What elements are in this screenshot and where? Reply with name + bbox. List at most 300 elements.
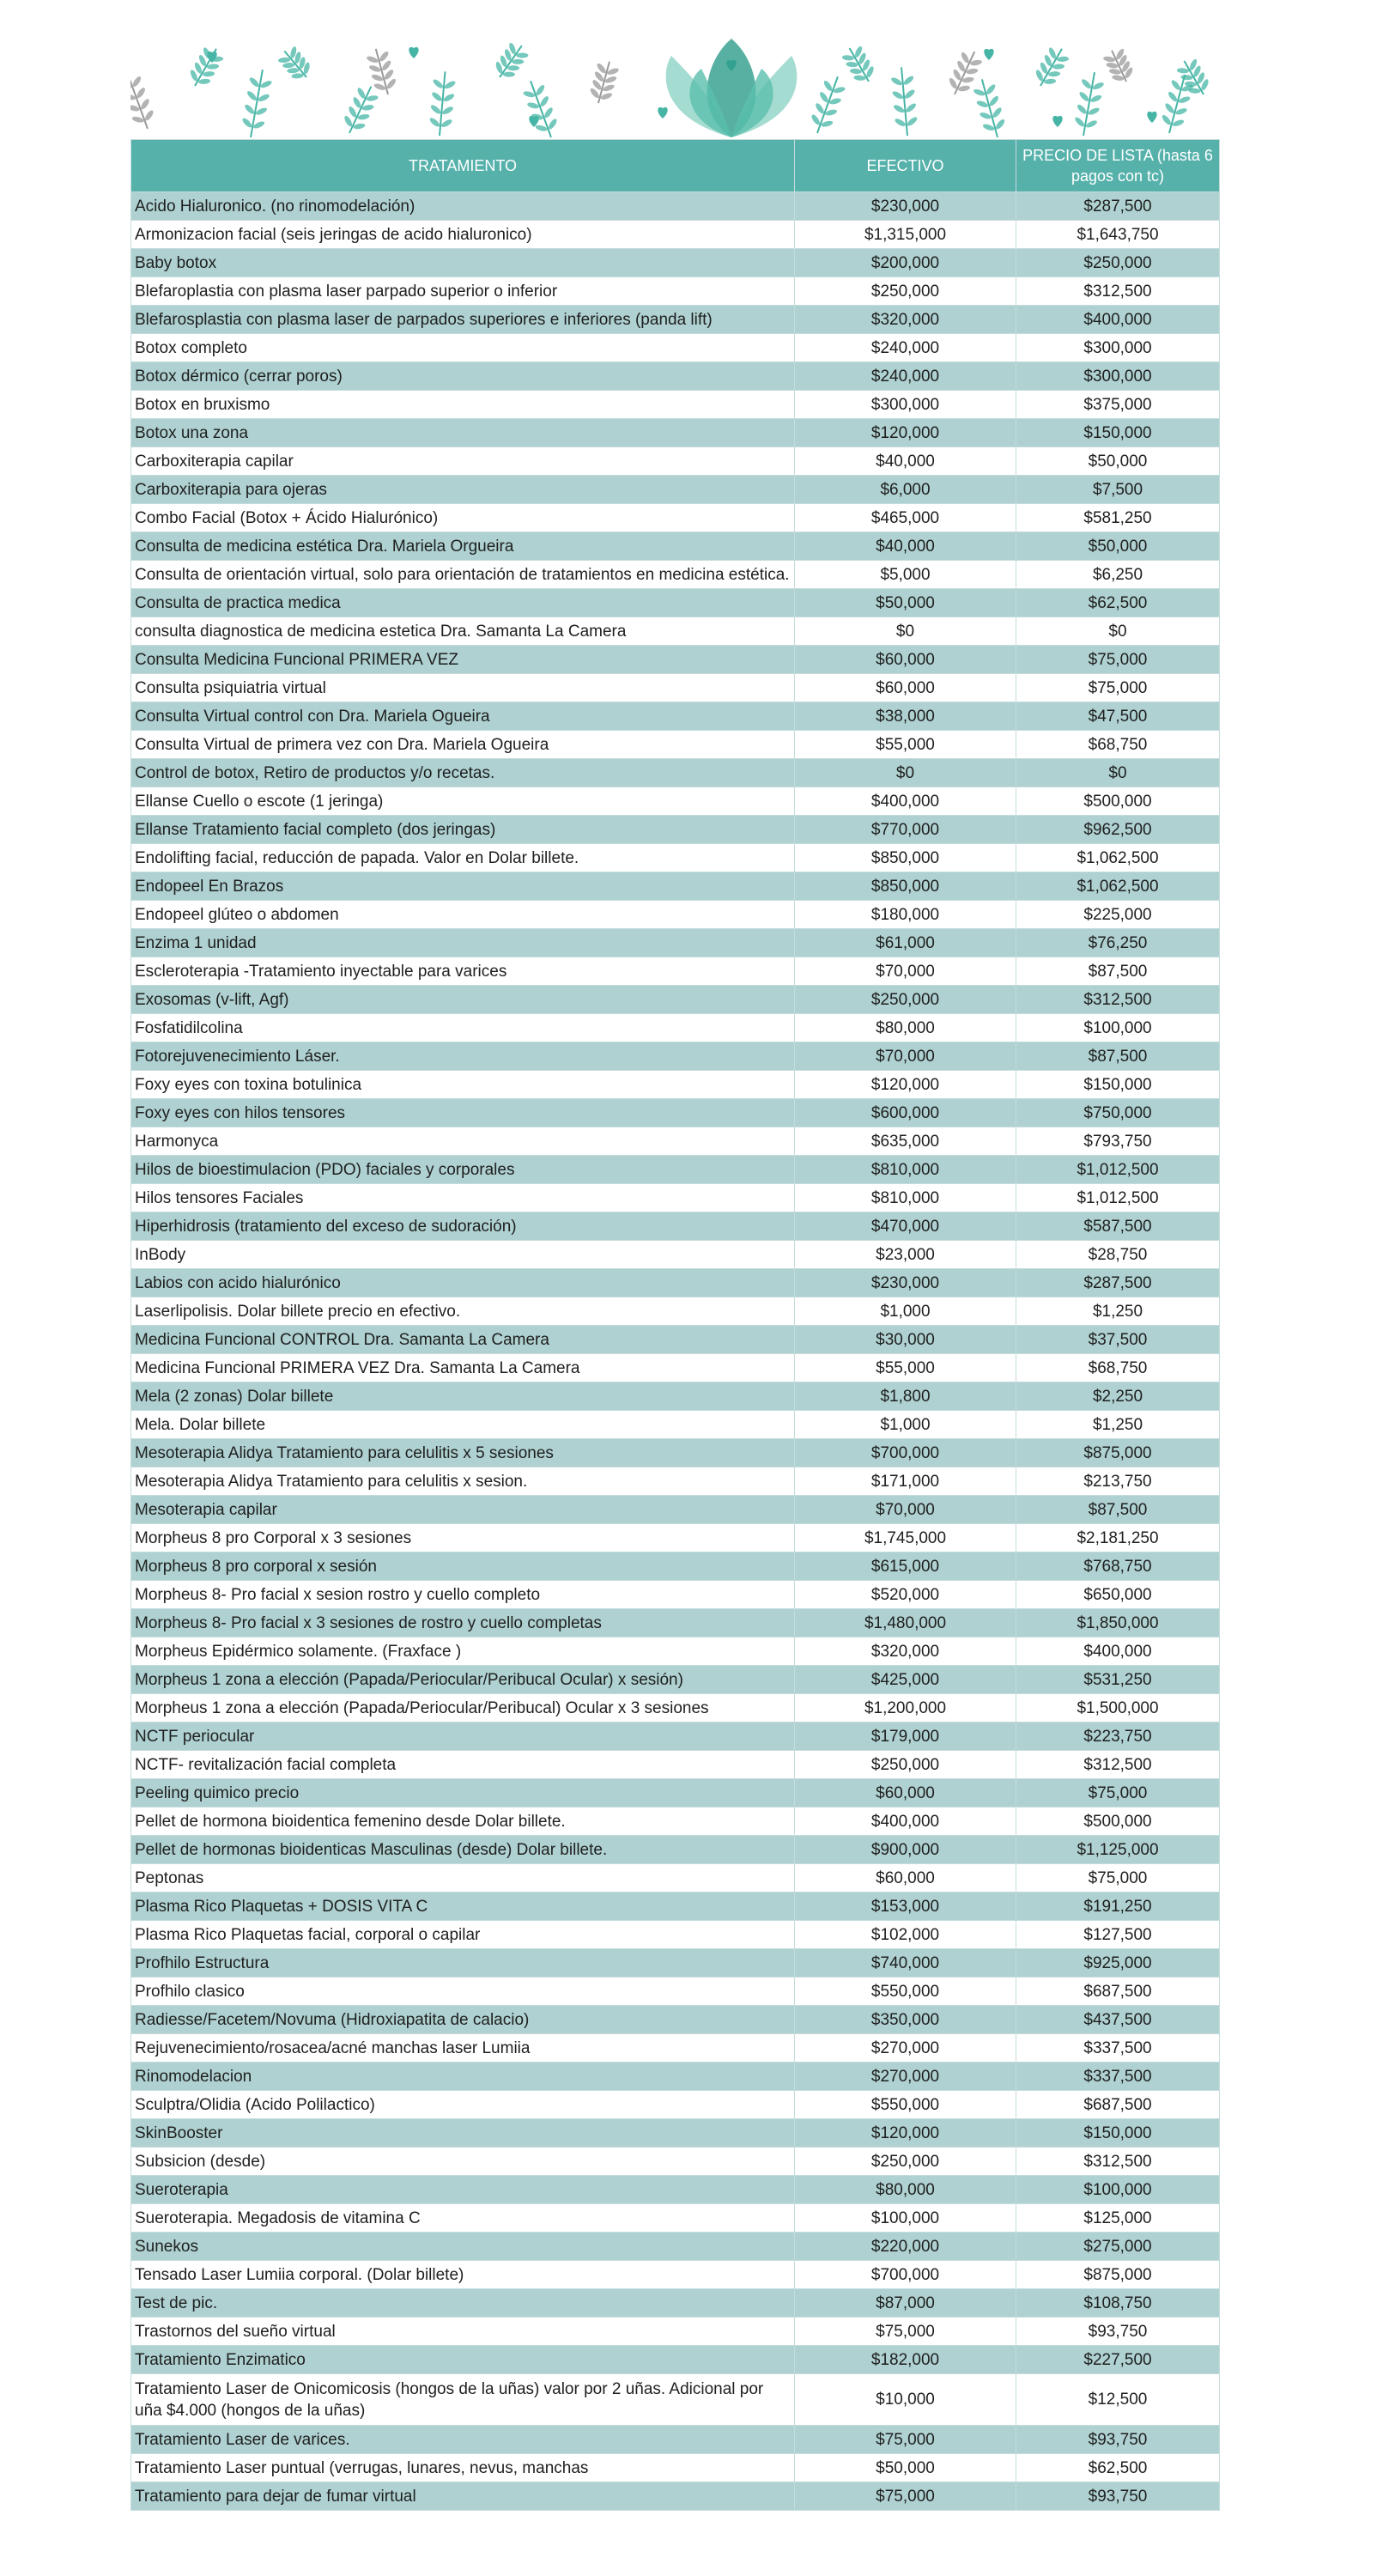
table-row [131,1836,1220,1864]
list-price-cell: $1,012,500 [1016,1184,1220,1212]
list-price-cell: $62,500 [1016,589,1220,617]
efectivo-price-cell: $230,000 [795,1269,1016,1297]
treatment-name-cell: InBody [131,1241,795,1269]
efectivo-price-cell: $740,000 [795,1949,1016,1978]
table-row [131,1127,1220,1156]
leaf-icon [1071,70,1107,138]
table-row [131,2374,1220,2426]
list-price-cell: $375,000 [1016,391,1220,419]
table-row [131,476,1220,504]
treatment-name-cell: Laserlipolisis. Dolar billete precio en efectivo. [131,1297,795,1326]
efectivo-price-cell: $465,000 [795,504,1016,532]
treatment-name-cell: Consulta de orientación virtual, solo para orientación de tratamientos en medicina estética. [131,561,795,589]
list-price-cell: $1,850,000 [1016,1609,1220,1637]
list-price-cell: $500,000 [1016,787,1220,816]
list-price-cell: $2,181,250 [1016,1524,1220,1552]
treatment-name-cell: Harmonyca [131,1127,795,1156]
table-row [131,1779,1220,1807]
list-price-cell: $1,125,000 [1016,1836,1220,1864]
efectivo-price-cell: $250,000 [795,1751,1016,1779]
leaf-icon [889,66,920,137]
treatment-name-cell: Morpheus Epidérmico solamente. (Fraxface ) [131,1637,795,1666]
efectivo-price-cell: $1,800 [795,1382,1016,1411]
treatment-name-cell: Botox en bruxismo [131,391,795,419]
column-header-tratamiento: TRATAMIENTO [131,140,795,192]
efectivo-price-cell: $70,000 [795,1496,1016,1524]
efectivo-price-cell: $180,000 [795,901,1016,929]
list-price-cell: $227,500 [1016,2346,1220,2374]
efectivo-price-cell: $100,000 [795,2204,1016,2233]
table-row [131,2261,1220,2289]
list-price-cell: $87,500 [1016,957,1220,986]
list-price-cell: $300,000 [1016,334,1220,362]
efectivo-price-cell: $55,000 [795,731,1016,759]
list-price-cell: $275,000 [1016,2233,1220,2261]
table-row [131,221,1220,249]
table-header [131,140,1220,192]
efectivo-price-cell: $60,000 [795,1864,1016,1893]
list-price-cell: $793,750 [1016,1127,1220,1156]
treatment-name-cell: Tratamiento Enzimatico [131,2346,795,2374]
table-row [131,1467,1220,1496]
treatment-name-cell: Subsicion (desde) [131,2148,795,2176]
treatment-name-cell: Mela (2 zonas) Dolar billete [131,1382,795,1411]
table-row [131,1807,1220,1836]
leaf-icon [428,70,458,137]
table-row [131,2318,1220,2346]
table-row [131,1269,1220,1297]
column-header-precio-lista: PRECIO DE LISTA (hasta 6 pagos con tc) [1016,140,1220,192]
efectivo-price-cell: $87,000 [795,2289,1016,2318]
table-row [131,334,1220,362]
efectivo-price-cell: $1,000 [795,1297,1016,1326]
table-row [131,702,1220,731]
list-price-cell: $93,750 [1016,2318,1220,2346]
treatment-name-cell: Carboxiterapia para ojeras [131,476,795,504]
table-row [131,2063,1220,2091]
treatment-name-cell: Botox dérmico (cerrar poros) [131,362,795,391]
list-price-cell: $768,750 [1016,1552,1220,1581]
treatment-name-cell: Tratamiento para dejar de fumar virtual [131,2482,795,2511]
price-table [130,139,1220,2511]
treatment-name-cell: NCTF- revitalización facial completa [131,1751,795,1779]
efectivo-price-cell: $30,000 [795,1326,1016,1354]
list-price-cell: $581,250 [1016,504,1220,532]
table-row [131,1411,1220,1439]
list-price-cell: $150,000 [1016,2119,1220,2148]
treatment-name-cell: Mesoterapia Alidya Tratamiento para celulitis x sesion. [131,1467,795,1496]
list-price-cell: $87,500 [1016,1496,1220,1524]
treatment-name-cell: Trastornos del sueño virtual [131,2318,795,2346]
list-price-cell: $962,500 [1016,816,1220,844]
efectivo-price-cell: $120,000 [795,1071,1016,1099]
table-row [131,2119,1220,2148]
flower-icon [1052,116,1062,127]
list-price-cell: $1,250 [1016,1411,1220,1439]
treatment-name-cell: Consulta de practica medica [131,589,795,617]
efectivo-price-cell: $0 [795,759,1016,787]
leaf-icon [1157,72,1197,137]
table-row [131,1637,1220,1666]
list-price-cell: $750,000 [1016,1099,1220,1127]
table-row [131,2454,1220,2482]
list-price-cell: $75,000 [1016,1779,1220,1807]
efectivo-price-cell: $6,000 [795,476,1016,504]
table-row [131,986,1220,1014]
treatment-name-cell: Fosfatidilcolina [131,1014,795,1042]
treatment-name-cell: Endopeel En Brazos [131,872,795,901]
efectivo-price-cell: $55,000 [795,1354,1016,1382]
efectivo-price-cell: $0 [795,617,1016,646]
table-row [131,447,1220,476]
leaf-icon [184,42,227,92]
list-price-cell: $68,750 [1016,731,1220,759]
efectivo-price-cell: $120,000 [795,419,1016,447]
list-price-cell: $223,750 [1016,1722,1220,1751]
efectivo-price-cell: $50,000 [795,2454,1016,2482]
treatment-name-cell: Sculptra/Olidia (Acido Polilactico) [131,2091,795,2119]
efectivo-price-cell: $40,000 [795,532,1016,561]
column-header-efectivo: EFECTIVO [795,140,1016,192]
table-row [131,561,1220,589]
treatment-name-cell: Mesoterapia Alidya Tratamiento para celulitis x 5 sesiones [131,1439,795,1467]
list-price-cell: $650,000 [1016,1581,1220,1609]
decorative-banner [130,34,1219,139]
treatment-name-cell: Sueroterapia [131,2176,795,2204]
table-row [131,1042,1220,1071]
efectivo-price-cell: $171,000 [795,1467,1016,1496]
table-row [131,306,1220,334]
list-price-cell: $875,000 [1016,1439,1220,1467]
efectivo-price-cell: $250,000 [795,986,1016,1014]
leaf-icon [338,82,383,139]
table-row [131,816,1220,844]
table-row [131,1694,1220,1722]
table-row [131,1524,1220,1552]
table-row [131,532,1220,561]
list-price-cell: $93,750 [1016,2426,1220,2454]
treatment-name-cell: Ellanse Tratamiento facial completo (dos jeringas) [131,816,795,844]
table-row [131,759,1220,787]
efectivo-price-cell: $23,000 [795,1241,1016,1269]
list-price-cell: $50,000 [1016,532,1220,561]
treatment-name-cell: Rejuvenecimiento/rosacea/acné manchas laser Lumiia [131,2034,795,2063]
table-row [131,1581,1220,1609]
treatment-name-cell: Exosomas (v-lift, Agf) [131,986,795,1014]
efectivo-price-cell: $60,000 [795,674,1016,702]
table-row [131,2289,1220,2318]
treatment-name-cell: Fotorejuvenecimiento Láser. [131,1042,795,1071]
list-price-cell: $213,750 [1016,1467,1220,1496]
list-price-cell: $875,000 [1016,2261,1220,2289]
treatment-name-cell: Sueroterapia. Megadosis de vitamina C [131,2204,795,2233]
treatment-name-cell: Hilos de bioestimulacion (PDO) faciales y corporales [131,1156,795,1184]
treatment-name-cell: Foxy eyes con hilos tensores [131,1099,795,1127]
treatment-name-cell: Escleroterapia -Tratamiento inyectable para varices [131,957,795,986]
table-row [131,646,1220,674]
table-row [131,249,1220,277]
efectivo-price-cell: $240,000 [795,334,1016,362]
efectivo-price-cell: $5,000 [795,561,1016,589]
table-row [131,504,1220,532]
efectivo-price-cell: $60,000 [795,1779,1016,1807]
treatment-name-cell: Carboxiterapia capilar [131,447,795,476]
treatment-name-cell: Mesoterapia capilar [131,1496,795,1524]
treatment-name-cell: Morpheus 1 zona a elección (Papada/Periocular/Peribucal) Ocular x 3 sesiones [131,1694,795,1722]
treatment-name-cell: Peeling quimico precio [131,1779,795,1807]
list-price-cell: $687,500 [1016,1978,1220,2006]
treatment-name-cell: Endolifting facial, reducción de papada. Valor en Dolar billete. [131,844,795,872]
treatment-name-cell: Test de pic. [131,2289,795,2318]
table-row [131,1439,1220,1467]
treatment-name-cell: Tensado Laser Lumiia corporal. (Dolar billete) [131,2261,795,2289]
list-price-cell: $87,500 [1016,1042,1220,1071]
list-price-cell: $300,000 [1016,362,1220,391]
efectivo-price-cell: $615,000 [795,1552,1016,1581]
table-row [131,1184,1220,1212]
efectivo-price-cell: $179,000 [795,1722,1016,1751]
table-row [131,192,1220,221]
table-row [131,2204,1220,2233]
treatment-name-cell: Combo Facial (Botox + Ácido Hialurónico) [131,504,795,532]
efectivo-price-cell: $10,000 [795,2374,1016,2426]
table-body [131,192,1220,2511]
treatment-name-cell: Pellet de hormona bioidentica femenino desde Dolar billete. [131,1807,795,1836]
table-row [131,1893,1220,1921]
efectivo-price-cell: $40,000 [795,447,1016,476]
table-row [131,1864,1220,1893]
treatment-name-cell: Blefarosplastia con plasma laser de parpados superiores e inferiores (panda lift) [131,306,795,334]
table-row [131,2034,1220,2063]
efectivo-price-cell: $75,000 [795,2318,1016,2346]
efectivo-price-cell: $850,000 [795,872,1016,901]
efectivo-price-cell: $700,000 [795,2261,1016,2289]
efectivo-price-cell: $810,000 [795,1156,1016,1184]
list-price-cell: $75,000 [1016,674,1220,702]
treatment-name-cell: Tratamiento Laser de Onicomicosis (hongos de la uñas) valor por 2 uñas. Adicional por uña $4.000 (hongos de la uñas) [131,2374,795,2426]
treatment-name-cell: Consulta psiquiatria virtual [131,674,795,702]
table-row [131,589,1220,617]
list-price-cell: $7,500 [1016,476,1220,504]
efectivo-price-cell: $635,000 [795,1127,1016,1156]
efectivo-price-cell: $1,315,000 [795,221,1016,249]
treatment-name-cell: Botox completo [131,334,795,362]
efectivo-price-cell: $425,000 [795,1666,1016,1694]
list-price-cell: $1,250 [1016,1297,1220,1326]
treatment-name-cell: Profhilo clasico [131,1978,795,2006]
treatment-name-cell: Medicina Funcional PRIMERA VEZ Dra. Samanta La Camera [131,1354,795,1382]
list-price-cell: $250,000 [1016,249,1220,277]
efectivo-price-cell: $520,000 [795,1581,1016,1609]
table-row [131,2176,1220,2204]
table-row [131,1496,1220,1524]
list-price-cell: $312,500 [1016,277,1220,306]
efectivo-price-cell: $75,000 [795,2426,1016,2454]
efectivo-price-cell: $1,000 [795,1411,1016,1439]
treatment-name-cell: Pellet de hormonas bioidenticas Masculinas (desde) Dolar billete. [131,1836,795,1864]
table-row [131,1382,1220,1411]
list-price-cell: $287,500 [1016,192,1220,221]
list-price-cell: $287,500 [1016,1269,1220,1297]
efectivo-price-cell: $1,745,000 [795,1524,1016,1552]
list-price-cell: $108,750 [1016,2289,1220,2318]
treatment-name-cell: Consulta Virtual de primera vez con Dra. Mariela Ogueira [131,731,795,759]
treatment-name-cell: Hiperhidrosis (tratamiento del exceso de sudoración) [131,1212,795,1241]
efectivo-price-cell: $810,000 [795,1184,1016,1212]
table-row [131,2426,1220,2454]
treatment-name-cell: Radiesse/Facetem/Novuma (Hidroxiapatita de calacio) [131,2006,795,2034]
table-row [131,419,1220,447]
efectivo-price-cell: $75,000 [795,2482,1016,2511]
list-price-cell: $191,250 [1016,1893,1220,1921]
efectivo-price-cell: $70,000 [795,957,1016,986]
efectivo-price-cell: $320,000 [795,1637,1016,1666]
efectivo-price-cell: $270,000 [795,2034,1016,2063]
list-price-cell: $925,000 [1016,1949,1220,1978]
list-price-cell: $150,000 [1016,419,1220,447]
header-row [131,140,1220,192]
treatment-name-cell: Hilos tensores Faciales [131,1184,795,1212]
list-price-cell: $1,643,750 [1016,221,1220,249]
list-price-cell: $75,000 [1016,1864,1220,1893]
table-row [131,929,1220,957]
table-row [131,1014,1220,1042]
leaf-icon [1101,46,1137,87]
treatment-name-cell: Acido Hialuronico. (no rinomodelación) [131,192,795,221]
list-price-cell: $312,500 [1016,1751,1220,1779]
list-price-cell: $337,500 [1016,2063,1220,2091]
table-row [131,1212,1220,1241]
efectivo-price-cell: $1,200,000 [795,1694,1016,1722]
foliage-pattern [130,34,1219,139]
table-row [131,872,1220,901]
list-price-cell: $2,250 [1016,1382,1220,1411]
table-row [131,1666,1220,1694]
table-row [131,844,1220,872]
list-price-cell: $75,000 [1016,646,1220,674]
efectivo-price-cell: $153,000 [795,1893,1016,1921]
treatment-name-cell: Armonizacion facial (seis jeringas de acido hialuronico) [131,221,795,249]
list-price-cell: $100,000 [1016,2176,1220,2204]
table-row [131,1354,1220,1382]
treatment-name-cell: Endopeel glúteo o abdomen [131,901,795,929]
treatment-name-cell: Blefaroplastia con plasma laser parpado superior o inferior [131,277,795,306]
treatment-name-cell: Morpheus 8- Pro facial x sesion rostro y cuello completo [131,1581,795,1609]
table-row [131,391,1220,419]
efectivo-price-cell: $80,000 [795,2176,1016,2204]
treatment-name-cell: Consulta Medicina Funcional PRIMERA VEZ [131,646,795,674]
treatment-name-cell: Plasma Rico Plaquetas + DOSIS VITA C [131,1893,795,1921]
efectivo-price-cell: $350,000 [795,2006,1016,2034]
list-price-cell: $93,750 [1016,2482,1220,2511]
treatment-name-cell: Consulta de medicina estética Dra. Mariela Orgueira [131,532,795,561]
flower-icon [984,49,993,60]
list-price-cell: $50,000 [1016,447,1220,476]
list-price-cell: $125,000 [1016,2204,1220,2233]
table-row [131,1099,1220,1127]
list-price-cell: $687,500 [1016,2091,1220,2119]
table-row [131,277,1220,306]
table-row [131,1722,1220,1751]
lotus-logo-icon [666,39,798,137]
table-row [131,1326,1220,1354]
list-price-cell: $37,500 [1016,1326,1220,1354]
efectivo-price-cell: $60,000 [795,646,1016,674]
list-price-cell: $28,750 [1016,1241,1220,1269]
list-price-cell: $437,500 [1016,2006,1220,2034]
list-price-cell: $68,750 [1016,1354,1220,1382]
efectivo-price-cell: $600,000 [795,1099,1016,1127]
table-row [131,1978,1220,2006]
table-row [131,1921,1220,1949]
efectivo-price-cell: $220,000 [795,2233,1016,2261]
flower-icon [1147,112,1156,123]
treatment-name-cell: Labios con acido hialurónico [131,1269,795,1297]
list-price-cell: $225,000 [1016,901,1220,929]
treatment-name-cell: Profhilo Estructura [131,1949,795,1978]
list-price-cell: $0 [1016,759,1220,787]
efectivo-price-cell: $300,000 [795,391,1016,419]
treatment-name-cell: SkinBooster [131,2119,795,2148]
treatment-name-cell: Peptonas [131,1864,795,1893]
list-price-cell: $100,000 [1016,1014,1220,1042]
table-row [131,1552,1220,1581]
list-price-cell: $337,500 [1016,2034,1220,2063]
efectivo-price-cell: $61,000 [795,929,1016,957]
efectivo-price-cell: $770,000 [795,816,1016,844]
efectivo-price-cell: $700,000 [795,1439,1016,1467]
table-row [131,2482,1220,2511]
efectivo-price-cell: $102,000 [795,1921,1016,1949]
efectivo-price-cell: $200,000 [795,249,1016,277]
treatment-name-cell: Morpheus 8 pro Corporal x 3 sesiones [131,1524,795,1552]
efectivo-price-cell: $250,000 [795,277,1016,306]
table-row [131,787,1220,816]
treatment-name-cell: Morpheus 8- Pro facial x 3 sesiones de rostro y cuello completas [131,1609,795,1637]
leaf-icon [275,43,316,85]
treatment-name-cell: Medicina Funcional CONTROL Dra. Samanta La Camera [131,1326,795,1354]
treatment-name-cell: NCTF periocular [131,1722,795,1751]
leaf-icon [586,58,622,106]
list-price-cell: $127,500 [1016,1921,1220,1949]
treatment-name-cell: Foxy eyes con toxina botulinica [131,1071,795,1099]
efectivo-price-cell: $230,000 [795,192,1016,221]
treatment-name-cell: Control de botox, Retiro de productos y/o recetas. [131,759,795,787]
treatment-name-cell: Ellanse Cuello o escote (1 jeringa) [131,787,795,816]
table-row [131,731,1220,759]
efectivo-price-cell: $50,000 [795,589,1016,617]
list-price-cell: $1,500,000 [1016,1694,1220,1722]
list-price-cell: $312,500 [1016,2148,1220,2176]
list-price-cell: $312,500 [1016,986,1220,1014]
efectivo-price-cell: $270,000 [795,2063,1016,2091]
list-price-cell: $1,012,500 [1016,1156,1220,1184]
treatment-name-cell: Rinomodelacion [131,2063,795,2091]
table-row [131,1751,1220,1779]
list-price-cell: $62,500 [1016,2454,1220,2482]
leaf-icon [839,42,880,88]
leaf-icon [805,72,849,137]
efectivo-price-cell: $70,000 [795,1042,1016,1071]
flower-icon [658,107,667,118]
list-price-cell: $0 [1016,617,1220,646]
efectivo-price-cell: $550,000 [795,1978,1016,2006]
treatment-name-cell: consulta diagnostica de medicina estetica Dra. Samanta La Camera [131,617,795,646]
efectivo-price-cell: $850,000 [795,844,1016,872]
leaf-icon [239,68,275,139]
list-price-cell: $400,000 [1016,1637,1220,1666]
table-row [131,674,1220,702]
